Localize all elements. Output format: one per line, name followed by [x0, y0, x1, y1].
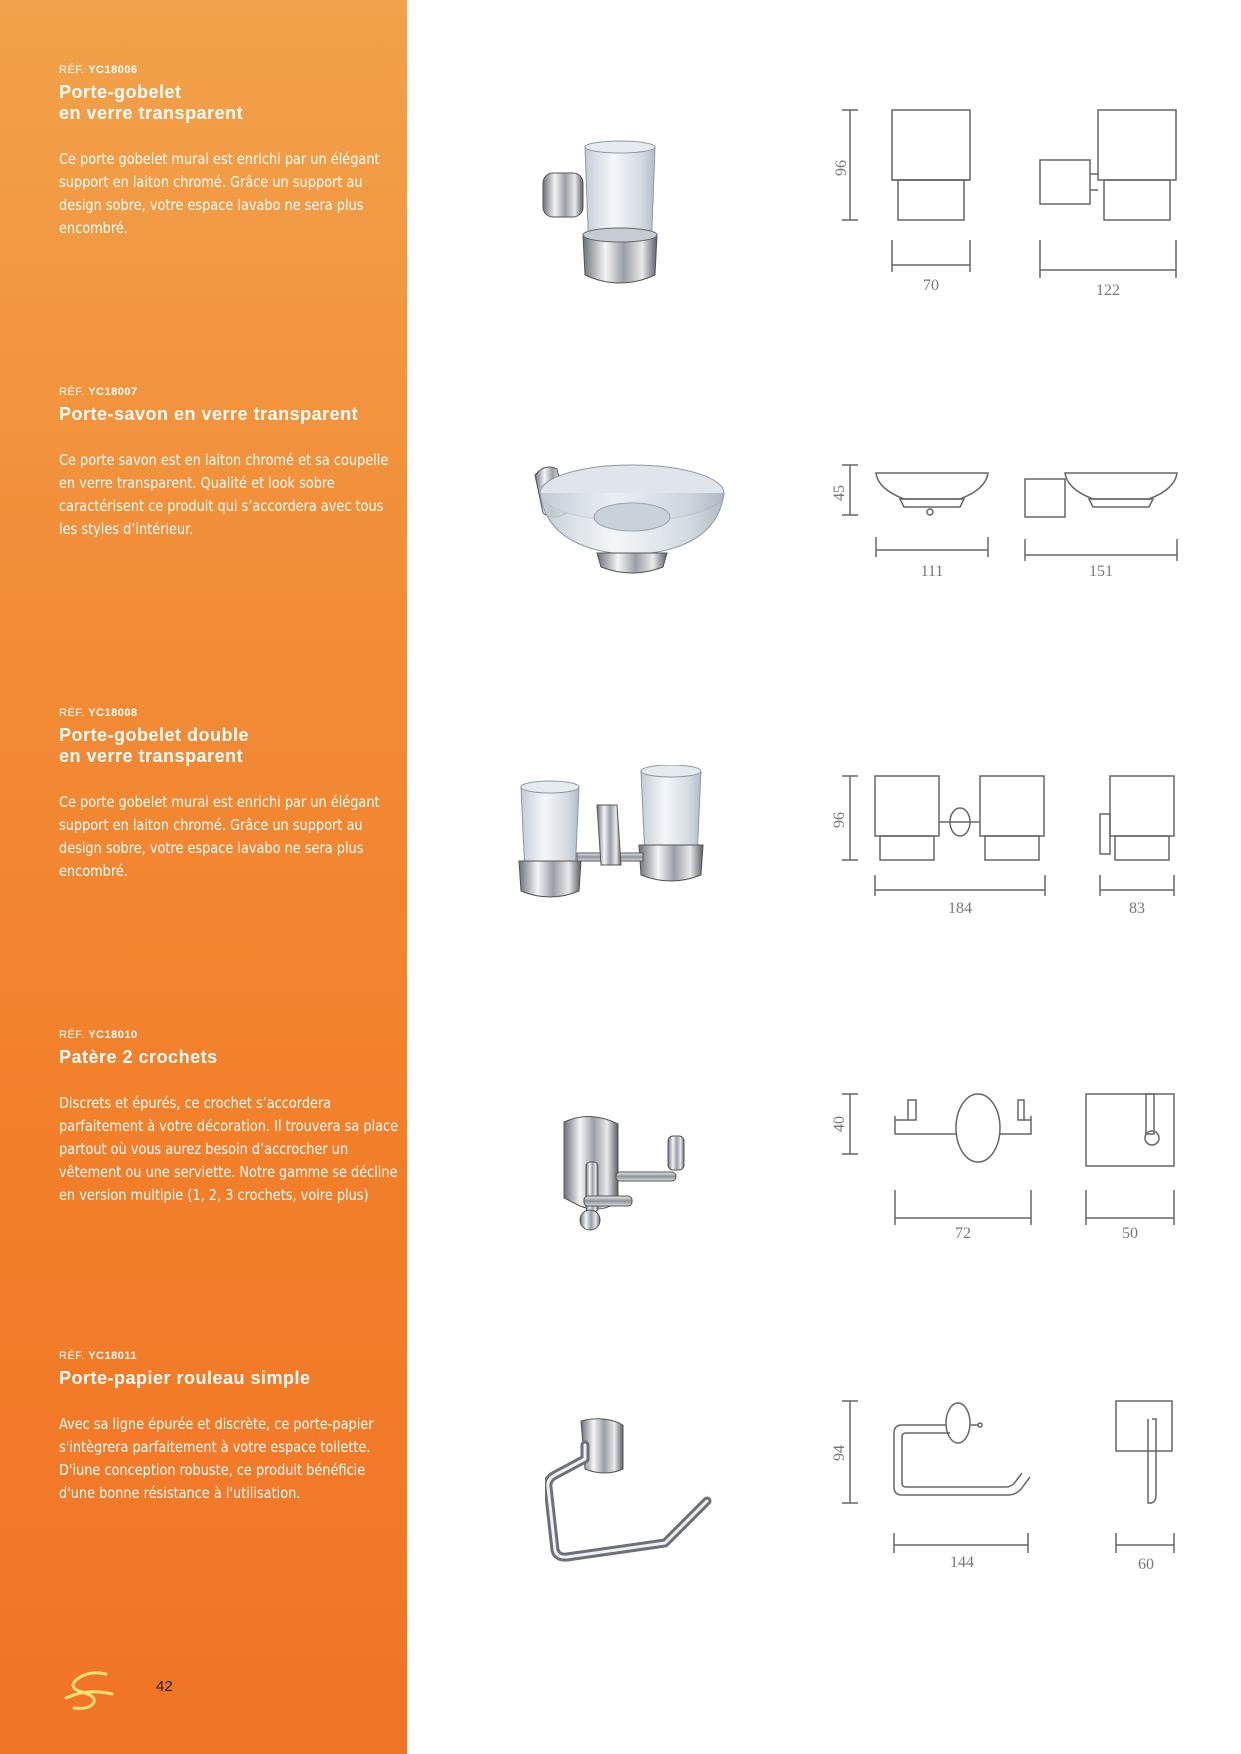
ref-code: YC18008 — [88, 707, 138, 719]
dim-height: 45 — [831, 485, 848, 501]
technical-drawing-5 — [810, 1395, 1190, 1580]
double-tumbler-photo — [515, 765, 715, 910]
dim-width: 70 — [923, 277, 939, 294]
product-title: Porte-papier rouleau simple — [59, 1368, 311, 1388]
brand-logo-icon — [58, 1668, 118, 1719]
product-description: Ce porte gobelet mural est enrichi par un élégant support en laiton chromé. Grâce un support au design sobre, votre espace lavabo ne sera plus encombré. — [59, 150, 380, 237]
product-title: Porte-gobelet en verre transparent — [59, 82, 244, 123]
product-entry-1 — [59, 64, 399, 240]
product-entry-4 — [59, 1029, 399, 1207]
dim-width: 72 — [955, 1225, 971, 1240]
product-ref: RÉF. YC18006 — [59, 64, 138, 76]
technical-drawing-1 — [810, 100, 1190, 310]
technical-drawing-3 — [810, 770, 1190, 925]
product-entry-2 — [59, 386, 399, 541]
product-description: Avec sa ligne épurée et discrète, ce porte-papier s'intègrera parfaitement à votre espace toilette. D'iune conception robuste, ce produit bénéficie d'une bonne résistance à l'utilisation. — [59, 1415, 374, 1502]
ref-code: YC18011 — [88, 1350, 137, 1362]
dim-height: 40 — [831, 1116, 848, 1132]
technical-drawing-4 — [810, 1090, 1190, 1245]
double-hook-photo — [550, 1110, 700, 1245]
product-ref: RÉF. YC18008 — [59, 707, 138, 719]
dim-height: 96 — [831, 812, 848, 828]
product-ref: RÉF. YC18011 — [59, 1350, 137, 1362]
dim-depth: 50 — [1122, 1225, 1138, 1240]
page-number: 42 — [156, 1678, 173, 1695]
dim-depth: 151 — [1089, 563, 1113, 580]
product-title: Porte-savon en verre transparent — [59, 404, 359, 424]
ref-code: YC18010 — [88, 1029, 138, 1041]
dim-height: 94 — [831, 1445, 848, 1461]
product-ref: RÉF. YC18010 — [59, 1029, 138, 1041]
dim-depth: 83 — [1129, 900, 1145, 917]
tumbler-holder-photo — [535, 135, 685, 300]
product-entry-5 — [59, 1350, 399, 1505]
ref-code: YC18007 — [88, 386, 138, 398]
toilet-roll-holder-photo — [545, 1415, 715, 1570]
product-ref: RÉF. YC18007 — [59, 386, 138, 398]
dim-depth: 60 — [1138, 1556, 1154, 1573]
product-description: Ce porte savon est en laiton chromé et sa coupelle en verre transparent. Qualité et look sobre caractérisent ce produit qui s’accordera avec tous les styles d’intérieur. — [59, 451, 389, 538]
ref-code: YC18006 — [88, 64, 138, 76]
product-description: Discrets et épurés, ce crochet s’accordera parfaitement à votre décoration. Il trouvera sa place partout où vous aurez besoin d’accrocher un vêtement ou une serviette. Notre gamme se décline en version multiple (1, 2, 3 crochets, voire plus) — [59, 1094, 399, 1204]
product-entry-3 — [59, 707, 399, 883]
dim-width: 184 — [948, 900, 972, 917]
dim-width: 111 — [920, 563, 944, 580]
product-title: Patère 2 crochets — [59, 1047, 218, 1067]
product-title: Porte-gobelet double en verre transparent — [59, 725, 249, 766]
product-description: Ce porte gobelet mural est enrichi par un élégant support en laiton chromé. Grâce un support au design sobre, votre espace lavabo ne sera plus encombré. — [59, 793, 380, 880]
technical-drawing-2 — [810, 455, 1190, 590]
dim-depth: 122 — [1096, 282, 1120, 299]
dim-width: 144 — [950, 1554, 974, 1571]
soap-dish-photo — [527, 455, 727, 590]
dim-height: 96 — [833, 160, 850, 176]
